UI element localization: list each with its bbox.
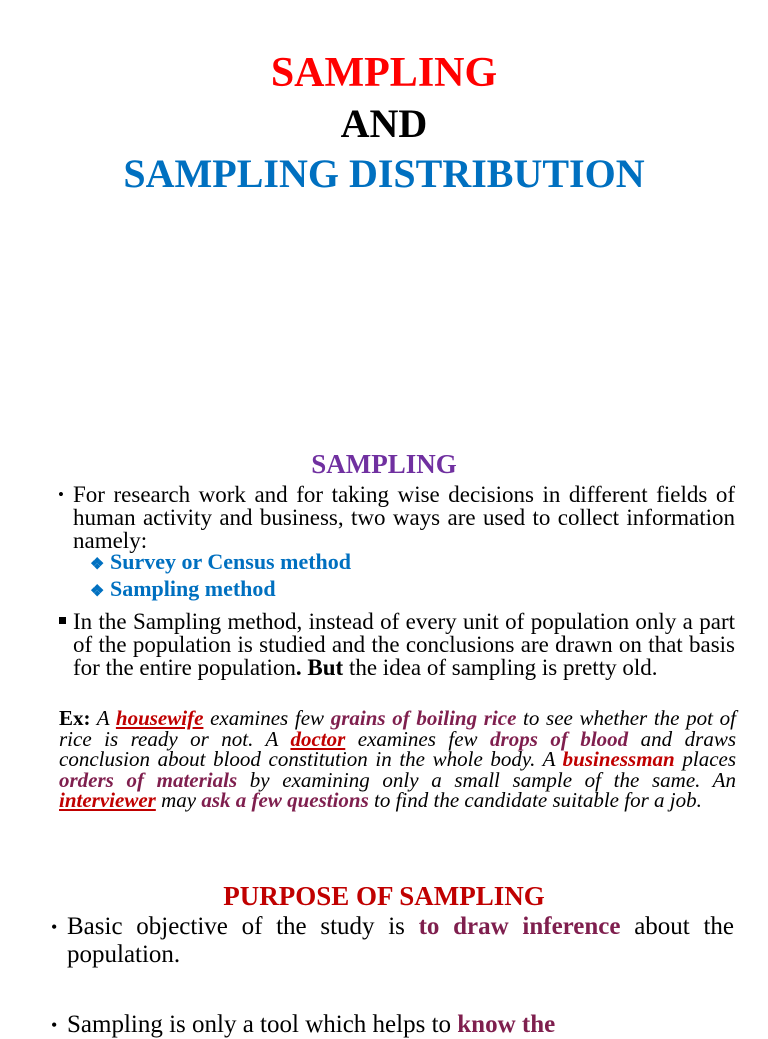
method-item — [90, 578, 276, 603]
example-text: places — [674, 747, 737, 771]
bullet-paragraph-1 — [58, 482, 735, 553]
bullet-paragraph-4 — [51, 1011, 734, 1039]
square-bullet-icon — [59, 617, 66, 624]
bullet-paragraph-3 — [51, 913, 734, 969]
bullet-2-text: In the Sampling method, instead of every unit of population only a part of the population is studied and the conclusions are drawn on that basis for the entire population — [73, 609, 735, 680]
method-label: Sampling method — [110, 576, 276, 601]
title-line-1: SAMPLING — [270, 50, 498, 96]
example-text: may — [155, 788, 202, 812]
example-text: and draws conclusion about blood constitution in the whole body. A — [59, 726, 737, 771]
example-keyword: businessman — [562, 747, 675, 771]
example-text: examines few — [345, 726, 491, 751]
diamond-bullet-icon: ❖ — [90, 583, 105, 600]
example-highlight: grains of boiling rice — [330, 706, 517, 730]
bullet-paragraph-2 — [73, 610, 735, 679]
example-keyword: doctor — [290, 726, 346, 751]
example-text: examines few — [203, 706, 331, 730]
example-text: by examining only a small sample of the same. An — [237, 767, 736, 792]
bullet-1-text: For research work and for taking wise decisions in different fields of human activity and business, two ways are used to collect information namely: — [73, 482, 735, 553]
example-text: to find the candidate suitable for a job. — [368, 788, 702, 812]
section-heading-sampling: SAMPLING — [311, 449, 457, 479]
example-keyword: interviewer — [59, 788, 156, 812]
diamond-bullet-icon: ❖ — [90, 556, 105, 573]
bullet-dot-icon: • — [58, 485, 64, 504]
example-highlight: drops of blood — [490, 726, 629, 751]
bullet-2-bold: . But — [295, 655, 344, 680]
title-line-3: SAMPLING DISTRIBUTION — [123, 151, 645, 196]
example-text: A — [90, 706, 116, 730]
example-paragraph — [59, 708, 736, 811]
bullet-3-text: Basic objective of the study is — [67, 913, 419, 940]
bullet-3-bold: to draw inference — [418, 913, 621, 940]
section-heading-purpose: PURPOSE OF SAMPLING — [223, 881, 545, 911]
title-line-2: AND — [340, 101, 428, 146]
example-text: to see whether the pot of rice is ready or not. A — [59, 706, 736, 751]
method-label: Survey or Census method — [110, 549, 352, 574]
example-highlight: ask a few questions — [201, 788, 369, 812]
example-label: Ex: — [59, 706, 91, 730]
example-highlight: orders of materials — [59, 767, 238, 792]
bullet-2-tail: the idea of sampling is pretty old. — [343, 655, 658, 680]
bullet-3-tail: about the population. — [67, 913, 734, 968]
method-item — [90, 551, 351, 576]
bullet-dot-icon: • — [51, 1015, 58, 1035]
bullet-4-bold: know the — [457, 1011, 556, 1038]
bullet-4-text: Sampling is only a tool which helps to — [67, 1011, 458, 1038]
example-keyword: housewife — [115, 706, 204, 730]
bullet-dot-icon: • — [51, 917, 58, 937]
